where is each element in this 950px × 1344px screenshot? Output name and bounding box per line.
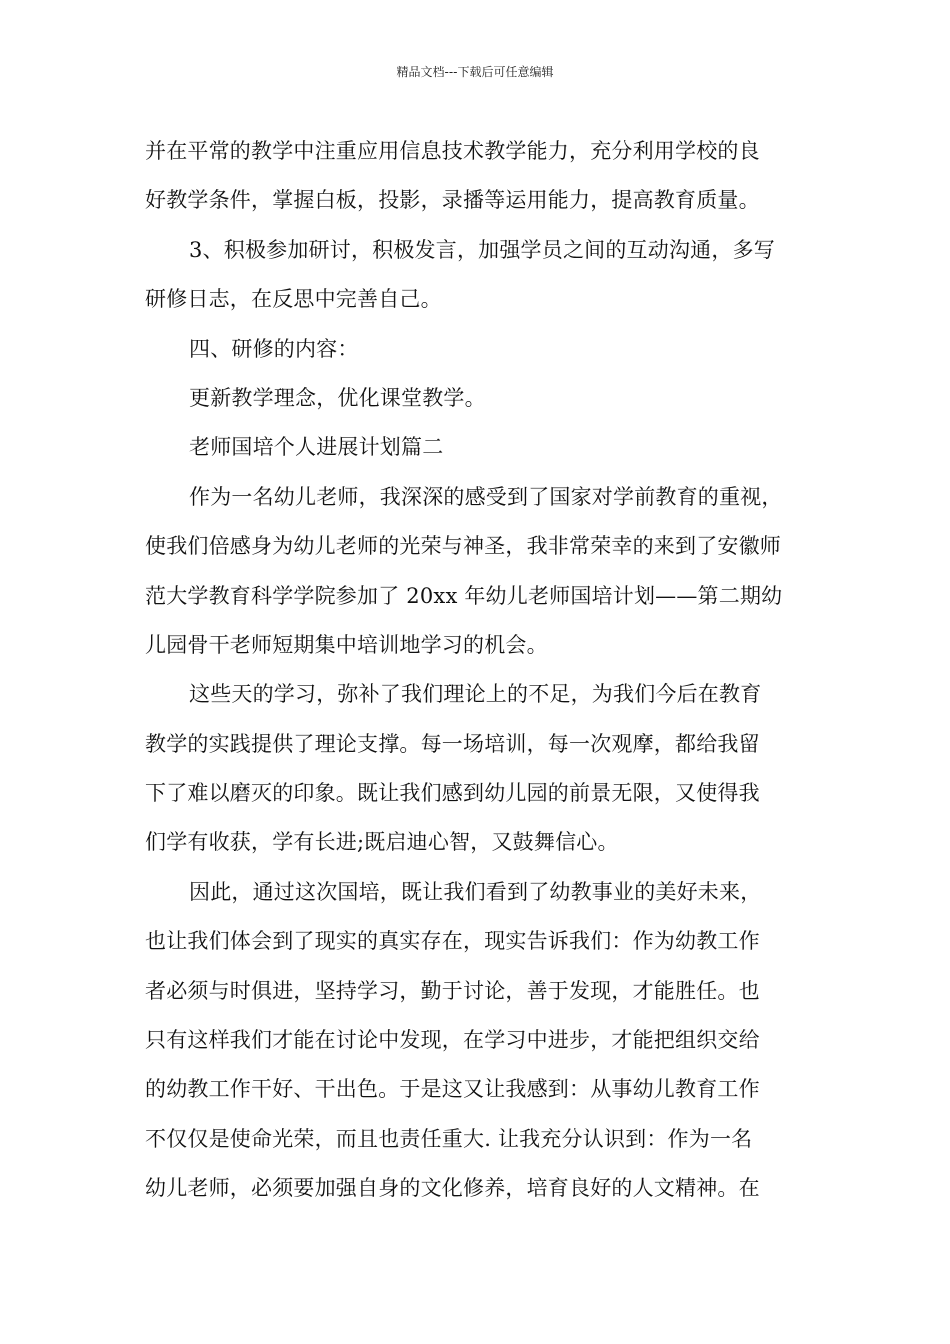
text-line: 作为一名幼儿老师，我深深的感受到了国家对学前教育的重视， [189,484,783,509]
text-line: 范大学教育科学学院参加了 20xx 年幼儿老师国培计划——第二期幼 [145,583,783,608]
text-line: 教学的实践提供了理论支撑。每一场培训，每一次观摩，都给我留 [145,731,760,756]
section-heading: 四、研修的内容： [189,336,359,361]
text-line: 下了难以磨灭的印象。既让我们感到幼儿园的前景无限，又使得我 [145,781,760,806]
text-line: 儿园骨干老师短期集中培训地学习的机会。 [145,632,548,657]
text-line: 者必须与时俱进，坚持学习，勤于讨论，善于发现，才能胜任。也 [145,978,760,1003]
text-line: 也让我们体会到了现实的真实存在，现实告诉我们：作为幼教工作 [145,929,760,954]
text-line: 因此，通过这次国培，既让我们看到了幼教事业的美好未来， [189,879,762,904]
text-line: 这些天的学习，弥补了我们理论上的不足，为我们今后在教育 [189,682,762,707]
page-header: 精品文档---下载后可任意编辑 [396,65,554,79]
text-line: 3、积极参加研讨，积极发言，加强学员之间的互动沟通，多写 [189,237,775,262]
text-line: 使我们倍感身为幼儿老师的光荣与神圣，我非常荣幸的来到了安徽师 [145,534,781,559]
text-line: 好教学条件，掌握白板，投影，录播等运用能力，提高教育质量。 [145,188,760,213]
text-line: 研修日志，在反思中完善自己。 [145,287,442,312]
document-body [145,127,810,1214]
text-line: 更新教学理念，优化课堂教学。 [189,385,486,410]
text-line: 不仅仅是使命光荣，而且也责任重大. 让我充分认识到：作为一名 [145,1126,753,1151]
text-line: 的幼教工作干好、干出色。于是这又让我感到：从事幼儿教育工作 [145,1077,760,1102]
text-line: 只有这样我们才能在讨论中发现，在学习中进步，才能把组织交给 [145,1028,760,1053]
text-line: 并在平常的教学中注重应用信息技术教学能力，充分利用学校的良 [145,139,760,163]
text-line: 们学有收获，学有长进;既启迪心智，又鼓舞信心。 [145,830,619,855]
text-line: 幼儿老师，必须要加强自身的文化修养，培育良好的人文精神。在 [145,1176,760,1201]
article-title: 老师国培个人进展计划篇二 [189,435,444,460]
